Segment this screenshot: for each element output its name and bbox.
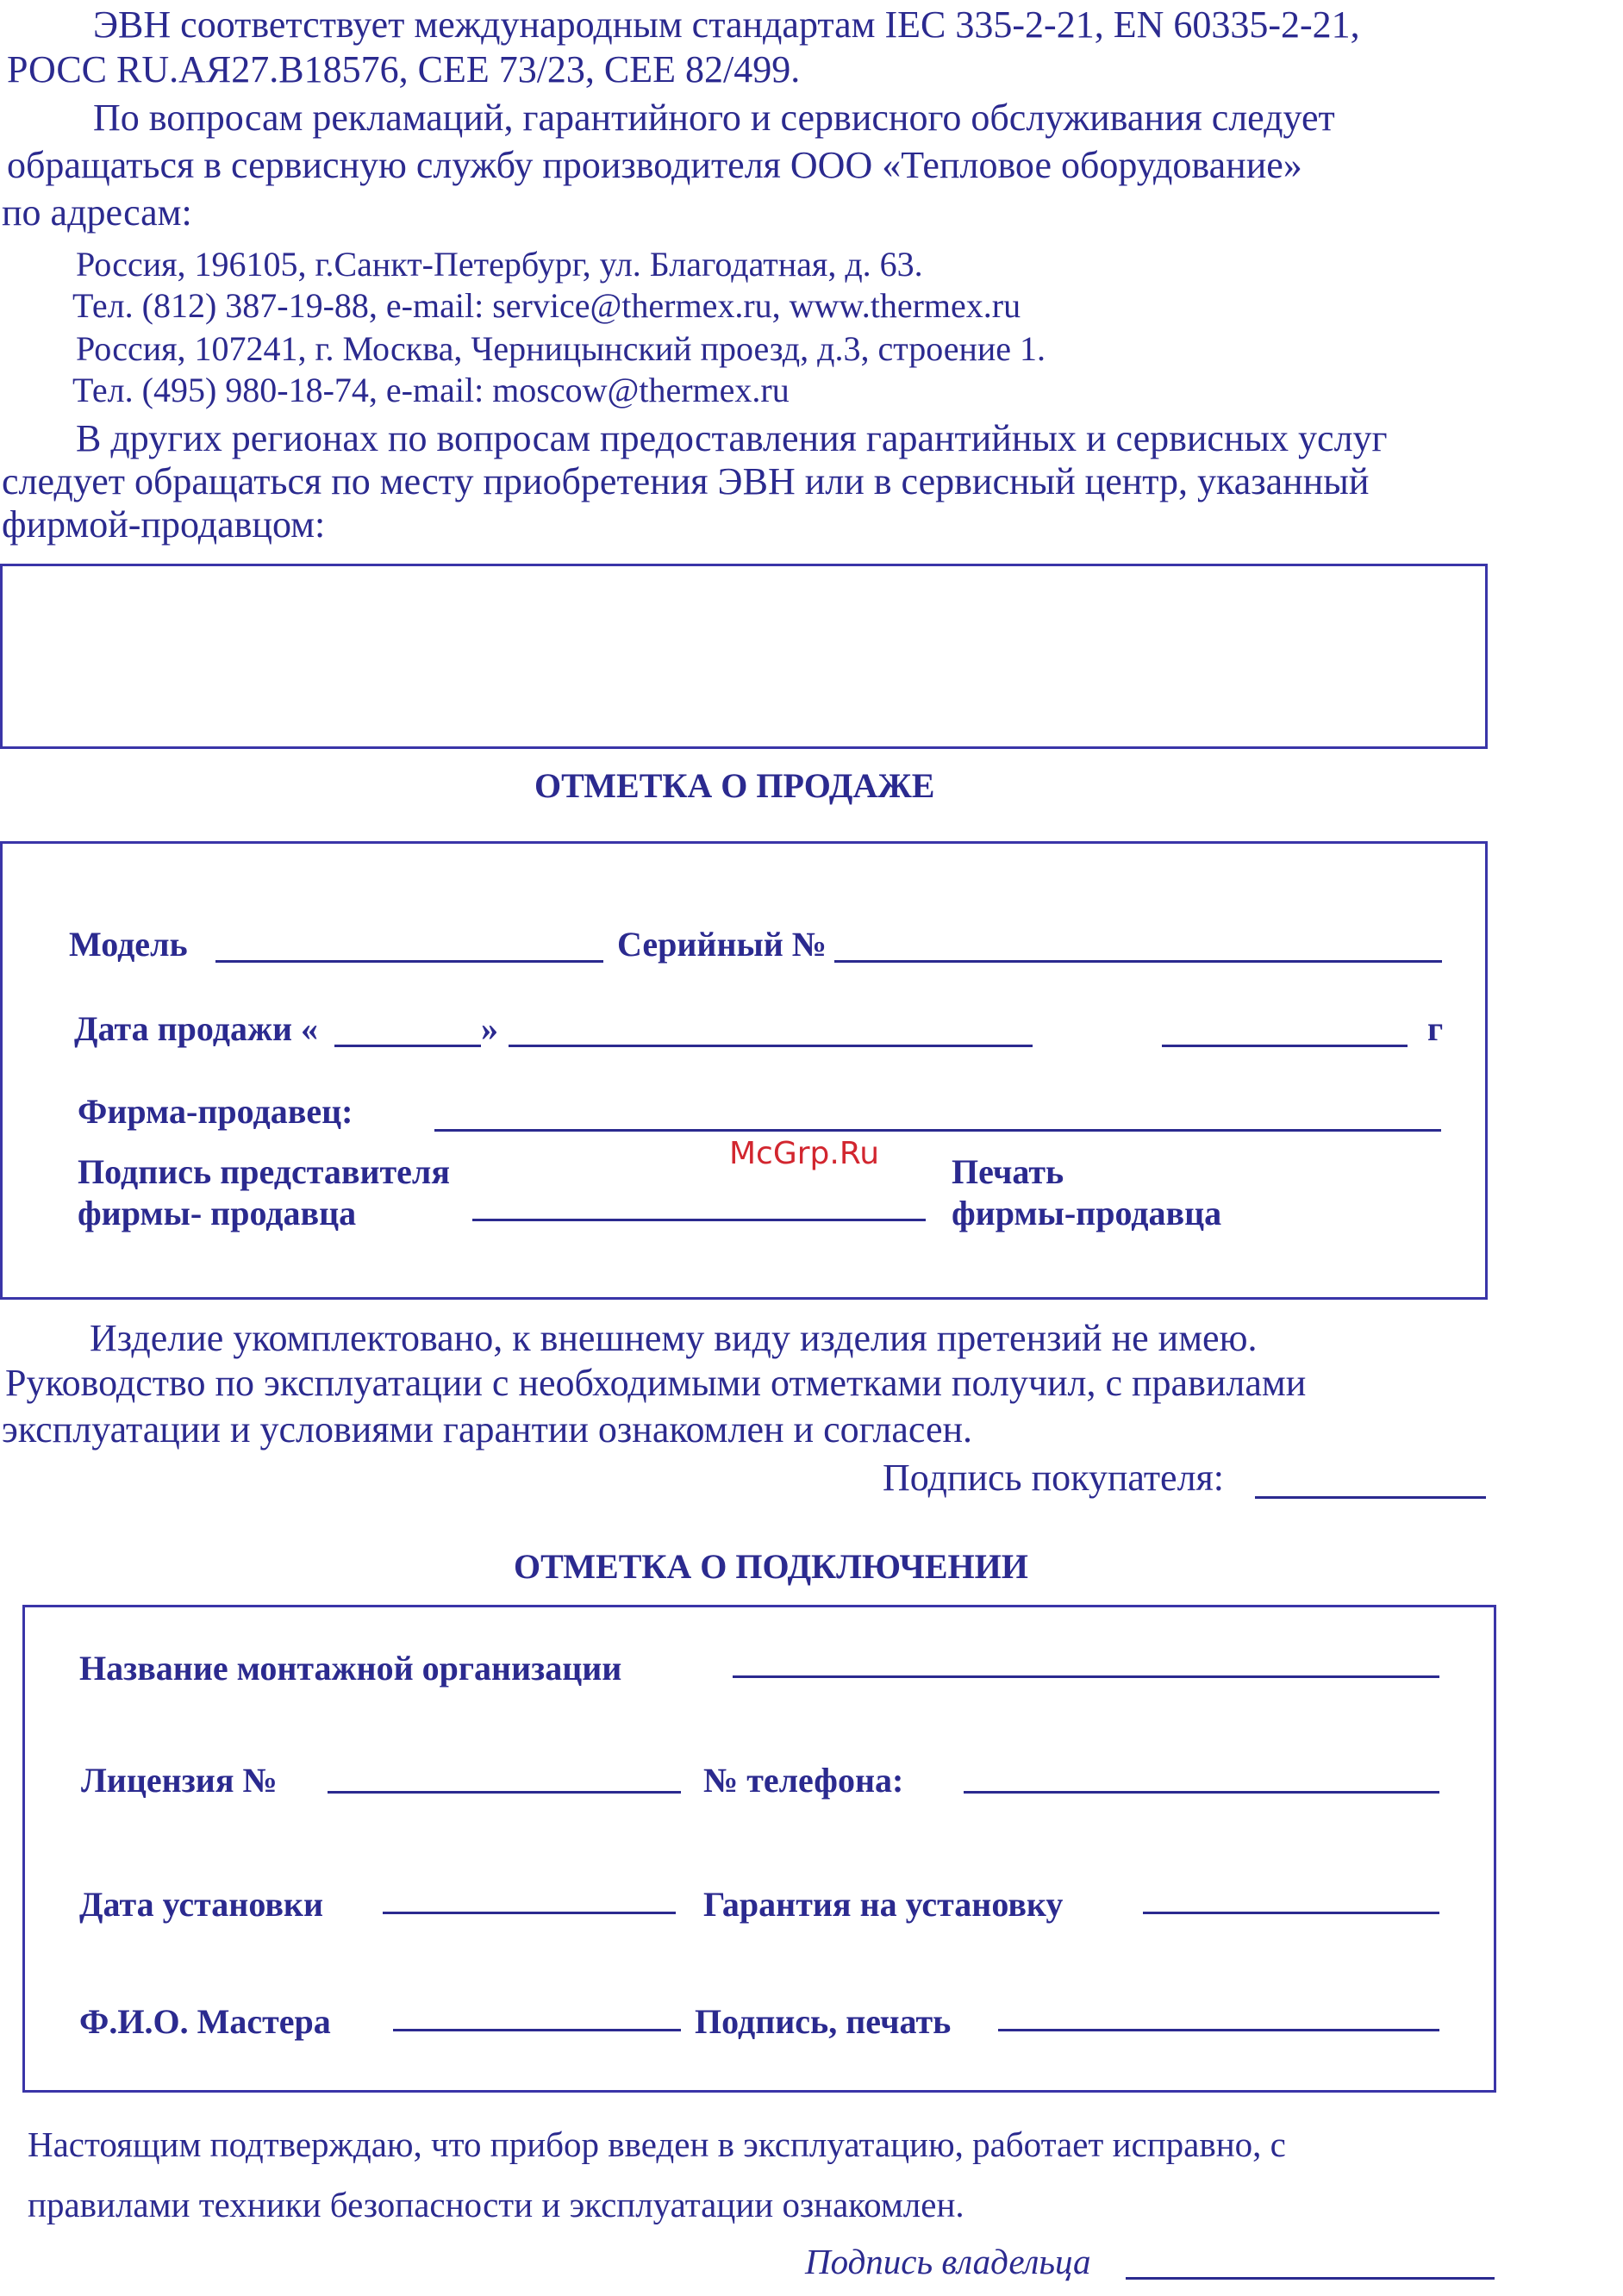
buyer-line: Руководство по эксплуатации с необходимыми отметками получил, с правилами xyxy=(5,1362,1307,1404)
stamp-label: фирмы-продавца xyxy=(952,1194,1222,1232)
address-line: Тел. (812) 387-19-88, e-mail: service@thermex.ru, www.thermex.ru xyxy=(72,286,1021,325)
watermark-text: McGrp.Ru xyxy=(729,1136,880,1171)
buyer-signature-field[interactable] xyxy=(1255,1496,1486,1499)
seller-label: Фирма-продавец: xyxy=(78,1092,353,1131)
service-center-box[interactable] xyxy=(0,564,1488,749)
sale-date-month-field[interactable] xyxy=(509,1045,1033,1047)
buyer-line: эксплуатации и условиями гарантии ознакомлен и согласен. xyxy=(2,1408,973,1451)
org-label: Название монтажной организации xyxy=(79,1649,622,1688)
sign-stamp-field[interactable] xyxy=(998,2029,1439,2031)
model-label: Модель xyxy=(69,925,188,964)
confirm-line: Настоящим подтверждаю, что прибор введен в эксплуатацию, работает исправно, с xyxy=(28,2124,1286,2164)
intro-line: ЭВН соответствует международным стандартам IEC 335-2-21, EN 60335-2-21, xyxy=(93,3,1360,46)
sign-stamp-label: Подпись, печать xyxy=(695,2002,952,2041)
connection-title: ОТМЕТКА О ПОДКЛЮЧЕНИИ xyxy=(514,1547,1028,1586)
regions-line: В других регионах по вопросам предоставления гарантийных и сервисных услуг xyxy=(76,417,1388,459)
rep-sign-label: фирмы- продавца xyxy=(78,1194,357,1232)
owner-signature-label: Подпись владельца xyxy=(805,2242,1091,2281)
sale-date-year-field[interactable] xyxy=(1162,1045,1408,1047)
rep-sign-field[interactable] xyxy=(472,1219,926,1221)
intro-line: РОСС RU.АЯ27.В18576, CEE 73/23, CEE 82/499. xyxy=(7,48,801,90)
year-label: г xyxy=(1427,1009,1444,1048)
install-date-label: Дата установки xyxy=(79,1885,324,1924)
rep-sign-label: Подпись представителя xyxy=(78,1152,450,1191)
sale-date-day-field[interactable] xyxy=(334,1045,481,1047)
regions-line: фирмой-продавцом: xyxy=(2,503,326,546)
buyer-signature-label: Подпись покупателя: xyxy=(883,1457,1224,1499)
sale-title: ОТМЕТКА О ПРОДАЖЕ xyxy=(534,766,935,805)
confirm-line: правилами техники безопасности и эксплуатации ознакомлен. xyxy=(28,2185,964,2224)
address-line: Тел. (495) 980-18-74, e-mail: moscow@thermex.ru xyxy=(72,371,790,409)
license-label: Лицензия № xyxy=(81,1761,278,1800)
model-field[interactable] xyxy=(215,960,603,963)
owner-signature-field[interactable] xyxy=(1126,2277,1495,2280)
regions-line: следует обращаться по месту приобретения ЭВН или в сервисный центр, указанный xyxy=(2,460,1370,502)
install-warranty-label: Гарантия на установку xyxy=(703,1885,1064,1924)
license-field[interactable] xyxy=(328,1791,681,1794)
service-line: обращаться в сервисную службу производителя ООО «Тепловое оборудование» xyxy=(7,144,1302,186)
serial-field[interactable] xyxy=(834,960,1442,963)
sale-date-label: Дата продажи « xyxy=(74,1009,319,1048)
phone-field[interactable] xyxy=(964,1791,1439,1794)
service-line: По вопросам рекламаций, гарантийного и сервисного обслуживания следует xyxy=(93,97,1335,139)
date-quote-close: » xyxy=(481,1009,498,1048)
org-field[interactable] xyxy=(733,1675,1439,1678)
address-line: Россия, 196105, г.Санкт-Петербург, ул. Благодатная, д. 63. xyxy=(76,245,923,284)
seller-field[interactable] xyxy=(434,1129,1441,1132)
service-line: по адресам: xyxy=(2,191,192,234)
buyer-line: Изделие укомплектовано, к внешнему виду изделия претензий не имею. xyxy=(90,1317,1258,1359)
install-date-field[interactable] xyxy=(383,1912,676,1914)
address-line: Россия, 107241, г. Москва, Черницынский проезд, д.3, строение 1. xyxy=(76,329,1046,368)
stamp-label: Печать xyxy=(952,1152,1064,1191)
master-field[interactable] xyxy=(393,2029,681,2031)
master-label: Ф.И.О. Мастера xyxy=(79,2002,331,2041)
install-warranty-field[interactable] xyxy=(1143,1912,1439,1914)
serial-label: Серийный № xyxy=(617,925,827,964)
phone-label: № телефона: xyxy=(703,1761,904,1800)
